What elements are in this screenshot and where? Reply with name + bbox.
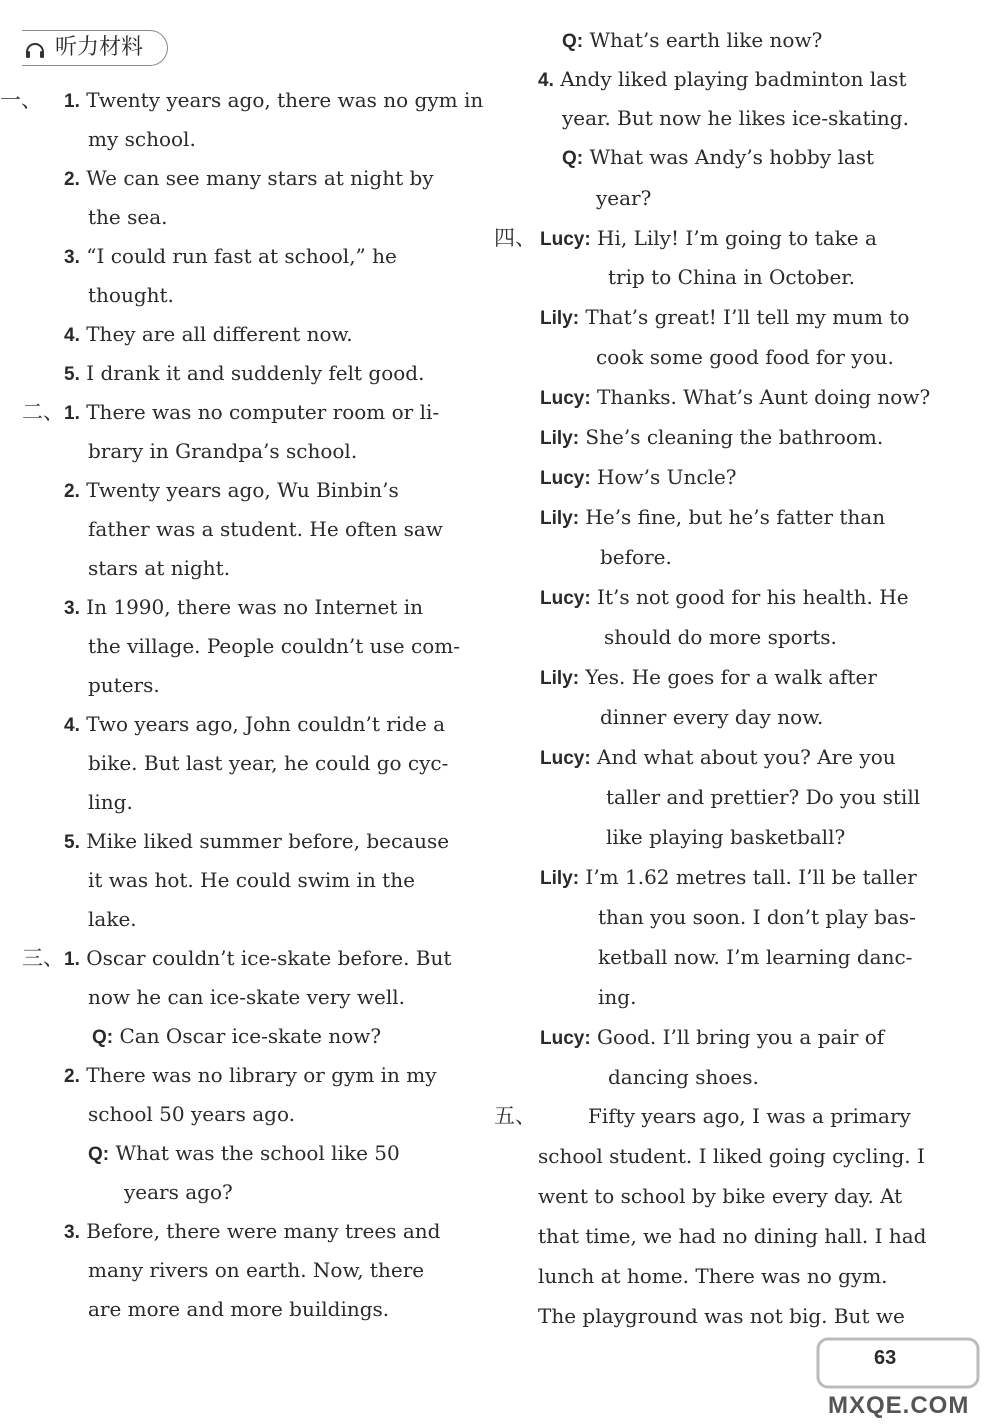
section-title: 听力材料 xyxy=(55,35,144,60)
list-item-cont: puters. xyxy=(88,673,160,697)
dialogue-cont: taller and prettier? Do you still xyxy=(606,785,921,809)
list-item-cont: the village. People couldn’t use com- xyxy=(88,634,460,658)
dialogue-line: Lucy: It’s not good for his health. He xyxy=(540,585,909,609)
list-item-cont: many rivers on earth. Now, there xyxy=(88,1258,425,1282)
dialogue-cont: ing. xyxy=(598,985,637,1009)
list-item-cont: it was hot. He could swim in the xyxy=(88,868,415,892)
section-number: 二、 xyxy=(22,400,64,424)
dialogue-cont: dinner every day now. xyxy=(600,705,824,729)
paragraph-line: The playground was not big. But we xyxy=(538,1304,905,1328)
dialogue-line: Lucy: Hi, Lily! I’m going to take a xyxy=(540,226,877,250)
dialogue-cont: dancing shoes. xyxy=(608,1065,759,1089)
dialogue-line: Lily: Yes. He goes for a walk after xyxy=(540,665,877,689)
headphones-icon xyxy=(24,38,46,60)
dialogue-line: Lucy: Thanks. What’s Aunt doing now? xyxy=(540,385,931,409)
section-number: 五、 xyxy=(494,1104,536,1128)
list-item-cont: ling. xyxy=(88,790,133,814)
list-item-cont: bike. But last year, he could go cyc- xyxy=(88,751,449,775)
page-number: 63 xyxy=(874,1347,897,1369)
list-item-cont: my school. xyxy=(88,127,196,151)
paragraph-line: lunch at home. There was no gym. xyxy=(538,1264,888,1288)
list-item: 1. Oscar couldn’t ice-skate before. But xyxy=(64,946,452,970)
list-item-cont: thought. xyxy=(88,283,174,307)
question: Q: What was Andy’s hobby last xyxy=(562,145,875,169)
list-item: 4. They are all different now. xyxy=(64,322,353,346)
list-item: 2. We can see many stars at night by xyxy=(64,166,434,190)
list-item-cont: brary in Grandpa’s school. xyxy=(88,439,358,463)
question: Q: Can Oscar ice-skate now? xyxy=(92,1024,382,1048)
dialogue-line: Lily: She’s cleaning the bathroom. xyxy=(540,425,884,449)
list-item: 1. There was no computer room or li- xyxy=(64,400,440,424)
list-item-cont: now he can ice-skate very well. xyxy=(88,985,406,1009)
dialogue-line: Lucy: And what about you? Are you xyxy=(540,745,896,769)
list-item: 3. In 1990, there was no Internet in xyxy=(64,595,424,619)
list-item-cont: school 50 years ago. xyxy=(88,1102,296,1126)
list-item: 5. Mike liked summer before, because xyxy=(64,829,450,853)
paragraph-line: that time, we had no dining hall. I had xyxy=(538,1224,927,1248)
question: Q: What’s earth like now? xyxy=(562,28,823,52)
list-item: 3. “I could run fast at school,” he xyxy=(64,244,397,268)
list-item-cont: are more and more buildings. xyxy=(88,1297,390,1321)
list-item-cont: father was a student. He often saw xyxy=(88,517,443,541)
section-number: 三、 xyxy=(22,946,64,970)
dialogue-cont: before. xyxy=(600,545,672,569)
section-number: 一、 xyxy=(0,88,42,112)
list-item: 3. Before, there were many trees and xyxy=(64,1219,441,1243)
list-item: 2. There was no library or gym in my xyxy=(64,1063,437,1087)
list-item: 5. I drank it and suddenly felt good. xyxy=(64,361,425,385)
dialogue-cont: should do more sports. xyxy=(604,625,837,649)
question-cont: year? xyxy=(596,186,652,210)
list-item-cont: year. But now he likes ice-skating. xyxy=(562,106,909,130)
list-item-cont: lake. xyxy=(88,907,137,931)
list-item: 4. Two years ago, John couldn’t ride a xyxy=(64,712,446,736)
dialogue-line: Lily: I’m 1.62 metres tall. I’ll be taller xyxy=(540,865,917,889)
dialogue-cont: trip to China in October. xyxy=(608,265,856,289)
dialogue-line: Lily: That’s great! I’ll tell my mum to xyxy=(540,305,910,329)
dialogue-cont: ketball now. I’m learning danc- xyxy=(598,945,913,969)
list-item: 1. Twenty years ago, there was no gym in xyxy=(64,88,484,112)
question-cont: years ago? xyxy=(124,1180,233,1204)
list-item-cont: the sea. xyxy=(88,205,168,229)
dialogue-line: Lucy: How’s Uncle? xyxy=(540,465,737,489)
paragraph-line: Fifty years ago, I was a primary xyxy=(588,1104,911,1128)
dialogue-cont: cook some good food for you. xyxy=(596,345,894,369)
paragraph-line: school student. I liked going cycling. I xyxy=(538,1144,925,1168)
question: Q: What was the school like 50 xyxy=(88,1141,400,1165)
dialogue-cont: than you soon. I don’t play bas- xyxy=(598,905,916,929)
list-item-cont: stars at night. xyxy=(88,556,231,580)
dialogue-line: Lucy: Good. I’ll bring you a pair of xyxy=(540,1025,885,1049)
watermark-text: MXQE.COM xyxy=(828,1392,970,1419)
dialogue-line: Lily: He’s fine, but he’s fatter than xyxy=(540,505,886,529)
list-item: 4. Andy liked playing badminton last xyxy=(538,67,907,91)
dialogue-cont: like playing basketball? xyxy=(606,825,846,849)
section-number: 四、 xyxy=(494,226,536,250)
list-item: 2. Twenty years ago, Wu Binbin’s xyxy=(64,478,399,502)
paragraph-line: went to school by bike every day. At xyxy=(538,1184,903,1208)
